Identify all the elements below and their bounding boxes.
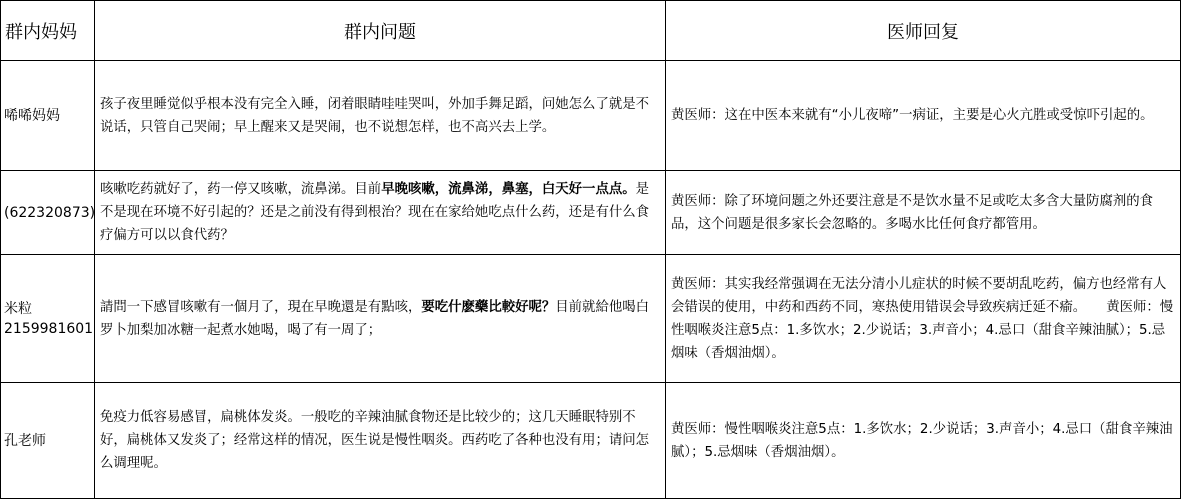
mother-id: 2159981601	[4, 320, 94, 337]
question-text: 咳嗽吃药就好了，药一停又咳嗽，流鼻涕。目前	[100, 182, 382, 197]
mother-cell: 孔老师	[1, 383, 95, 499]
reply-cell: 黄医师：其实我经常强调在无法分清小儿症状的时候不要胡乱吃药，偏方也经常有人会错误的使用，中药和西药不同，寒热使用错误会导致疾病迁延不瘉。 黄医师：慢性咽喉炎注意5点：1.多饮水；2.少说话；3.声音小；4.忌口（甜食辛辣油腻）；5.忌烟味（香烟油烟）。	[666, 255, 1181, 383]
mother-name: 米粒	[4, 300, 32, 317]
question-text: 目前就給他喝白罗卜加梨加冰糖一起煮水她喝，喝了有一周了；	[100, 299, 650, 338]
question-emphasis: 要吃什麽藥比較好呢？	[421, 299, 556, 315]
table-row	[1, 61, 1181, 171]
header-reply: 医师回复	[666, 1, 1181, 61]
reply-cell: 黄医师：除了环境问题之外还要注意是不是饮水量不足或吃太多含大量防腐剂的食品，这个问题是很多家长会忽略的。多喝水比任何食疗都管用。	[666, 171, 1181, 255]
question-text: 請問一下感冒咳嗽有一個月了，現在早晚還是有點咳，	[100, 299, 422, 315]
header-question: 群内问题	[95, 1, 666, 61]
question-emphasis: 早晚咳嗽，流鼻涕，鼻塞，白天好一点点。	[381, 182, 636, 197]
header-mother: 群内妈妈	[1, 1, 95, 61]
mother-cell: (622320873)	[1, 171, 95, 255]
question-cell	[95, 171, 666, 255]
reply-cell: 黄医师：这在中医本来就有“小儿夜啼”一病证，主要是心火亢胜或受惊吓引起的。	[666, 61, 1181, 171]
table-row	[1, 383, 1181, 499]
question-cell	[95, 255, 666, 383]
question-cell: 免疫力低容易感冒，扁桃体发炎。一般吃的辛辣油腻食物还是比较少的；这几天睡眠特别不好，扁桃体又发炎了；经常这样的情况，医生说是慢性咽炎。西药吃了各种也没有用；请问怎么调理呢。	[95, 383, 666, 499]
header-row	[1, 1, 1181, 61]
question-text: 是不是现在环境不好引起的？还是之前没有得到根治？现在在家给她吃点什么药，还是有什么食疗偏方可以以食代药？	[100, 182, 650, 243]
table-row	[1, 255, 1181, 383]
mother-cell	[1, 255, 95, 383]
question-cell: 孩子夜里睡觉似乎根本没有完全入睡，闭着眼睛哇哇哭叫，外加手舞足蹈，问她怎么了就是不说话，只管自己哭闹；早上醒来又是哭闹，也不说想怎样，也不高兴去上学。	[95, 61, 666, 171]
mother-cell: 唏唏妈妈	[1, 61, 95, 171]
reply-cell: 黄医师：慢性咽喉炎注意5点：1.多饮水；2.少说话；3.声音小；4.忌口（甜食辛辣油腻）；5.忌烟味（香烟油烟）。	[666, 383, 1181, 499]
table-row	[1, 171, 1181, 255]
